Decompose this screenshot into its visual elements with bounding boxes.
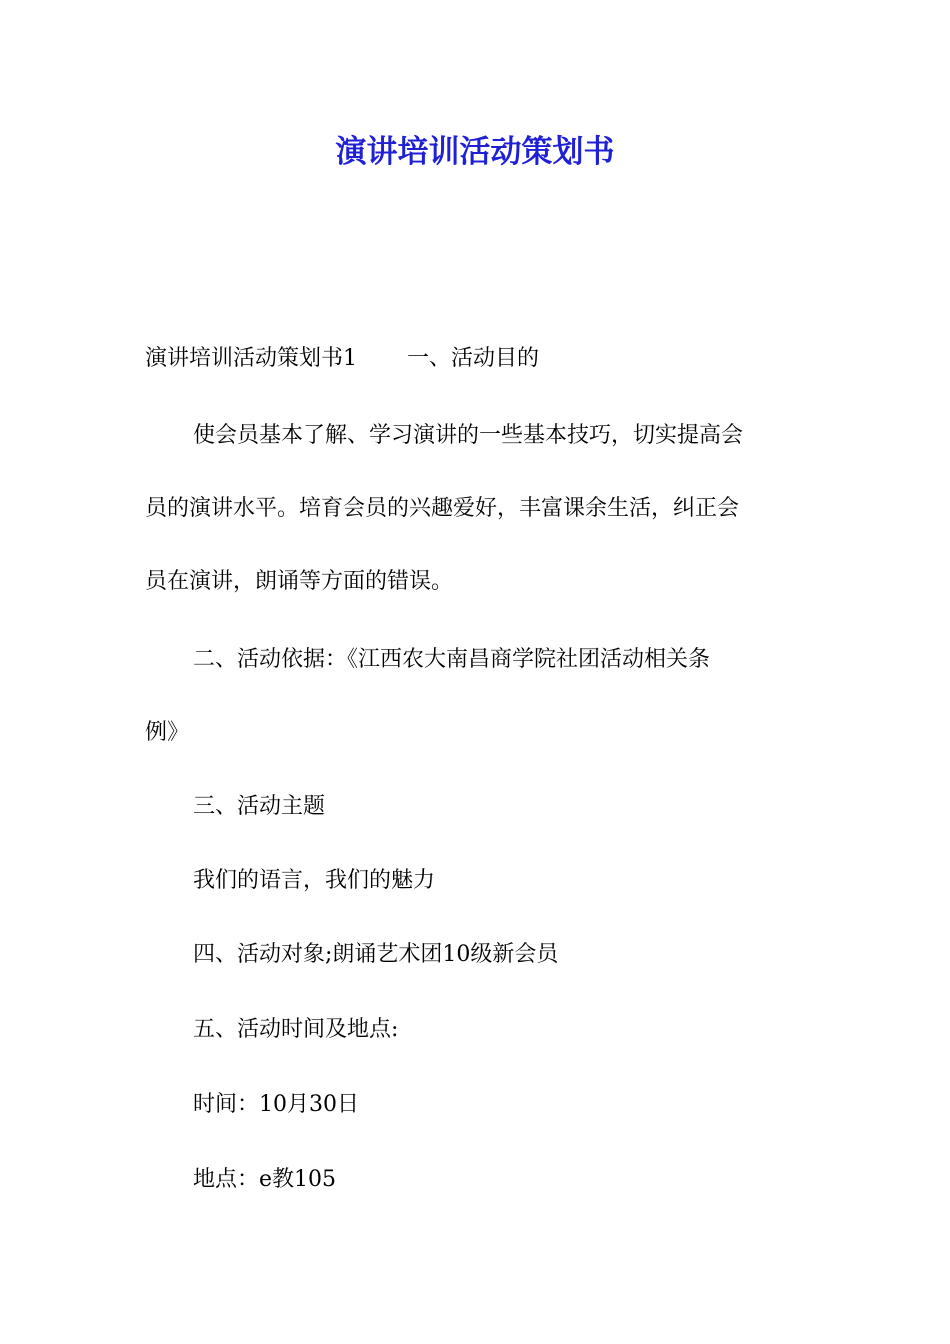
place-line: 地点：e教105: [193, 1167, 337, 1192]
time-line: 时间：10月30日: [193, 1092, 359, 1117]
section-heading-purpose: 一、活动目的: [407, 346, 540, 371]
purpose-paragraph-line-2: 员的演讲水平。培育会员的兴趣爱好，丰富课余生活，纠正会: [145, 496, 740, 521]
purpose-paragraph-line-3: 员在演讲，朗诵等方面的错误。: [145, 569, 454, 594]
section-heading-line: [145, 344, 539, 374]
basis-paragraph-line-1: 二、活动依据：《江西农大南昌商学院社团活动相关条: [193, 647, 711, 672]
theme-text: 我们的语言，我们的魅力: [193, 868, 436, 893]
document-heading: 演讲培训活动策划书1: [145, 346, 357, 371]
target-line: 四、活动对象;朗诵艺术团10级新会员: [193, 942, 559, 967]
theme-heading: 三、活动主题: [193, 794, 326, 819]
time-place-heading: 五、活动时间及地点:: [193, 1017, 399, 1042]
basis-paragraph-line-2: 例》: [145, 720, 190, 745]
document-title: 演讲培训活动策划书: [335, 134, 615, 170]
purpose-paragraph-line-1: 使会员基本了解、学习演讲的一些基本技巧，切实提高会: [193, 423, 744, 448]
